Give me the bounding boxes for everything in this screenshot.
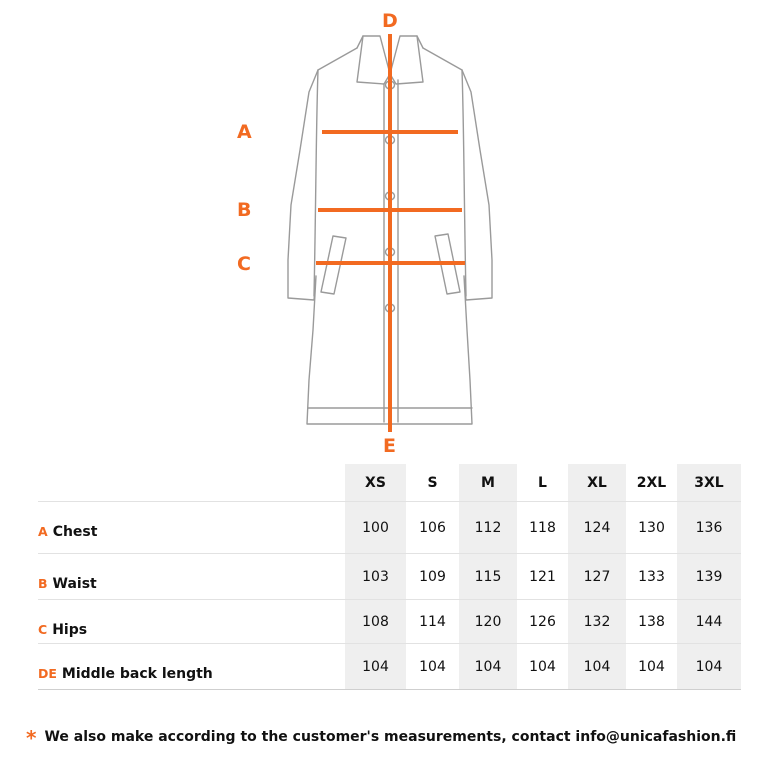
- row-label: [38, 644, 345, 690]
- size-header-xs: XS: [345, 464, 406, 502]
- table-cell: 104: [517, 644, 568, 690]
- row-name: Chest: [52, 524, 98, 540]
- table-cell: 100: [345, 502, 406, 554]
- label-c: C: [237, 253, 251, 275]
- row-label: [38, 554, 345, 600]
- label-e: E: [383, 435, 396, 457]
- table-cell: 139: [677, 554, 741, 600]
- table-row: [38, 502, 741, 554]
- row-key: C: [38, 622, 48, 637]
- size-header-2xl: 2XL: [636, 474, 667, 491]
- row-label: [38, 600, 345, 644]
- row-name: Hips: [52, 622, 88, 638]
- table-cell: 104: [626, 644, 677, 690]
- table-cell: 118: [517, 502, 568, 554]
- table-cell: 126: [517, 600, 568, 644]
- row-key: A: [38, 524, 48, 539]
- table-row: [38, 644, 741, 690]
- table-cell: 109: [406, 554, 459, 600]
- label-d: D: [382, 10, 398, 32]
- label-b: B: [237, 199, 252, 221]
- size-header-row: [38, 464, 741, 502]
- row-name: Waist: [52, 576, 97, 592]
- table-cell: 108: [345, 600, 406, 644]
- table-cell: 127: [568, 554, 626, 600]
- row-label: [38, 502, 345, 554]
- table-cell: 104: [677, 644, 741, 690]
- coat-collar: [357, 36, 390, 84]
- size-header-s: S: [427, 474, 438, 491]
- table-cell: 138: [626, 600, 677, 644]
- label-a: A: [237, 121, 252, 143]
- size-table: [38, 464, 741, 690]
- size-header-m: M: [459, 464, 517, 502]
- row-name: Middle back length: [61, 666, 213, 682]
- table-cell: 112: [459, 502, 517, 554]
- table-cell: 130: [626, 502, 677, 554]
- table-row: [38, 600, 741, 644]
- table-row: [38, 554, 741, 600]
- row-key: B: [38, 576, 48, 591]
- table-cell: 121: [517, 554, 568, 600]
- custom-measurements-note: [26, 722, 737, 750]
- table-cell: 104: [406, 644, 459, 690]
- row-key: DE: [38, 666, 57, 681]
- size-header-3xl: 3XL: [677, 464, 741, 502]
- table-cell: 104: [345, 644, 406, 690]
- size-header-xl: XL: [568, 464, 626, 502]
- table-cell: 144: [677, 600, 741, 644]
- table-cell: 120: [459, 600, 517, 644]
- size-header-l: L: [538, 474, 547, 491]
- table-cell: 115: [459, 554, 517, 600]
- footer-text: We also make according to the customer's measurements, contact info@unicafashion.fi: [44, 729, 737, 745]
- table-cell: 104: [568, 644, 626, 690]
- table-cell: 104: [459, 644, 517, 690]
- table-cell: 136: [677, 502, 741, 554]
- table-cell: 133: [626, 554, 677, 600]
- asterisk-icon: *: [26, 726, 37, 750]
- table-cell: 103: [345, 554, 406, 600]
- table-cell: 106: [406, 502, 459, 554]
- header-blank: [38, 464, 345, 502]
- table-cell: 124: [568, 502, 626, 554]
- table-cell: 114: [406, 600, 459, 644]
- table-cell: 132: [568, 600, 626, 644]
